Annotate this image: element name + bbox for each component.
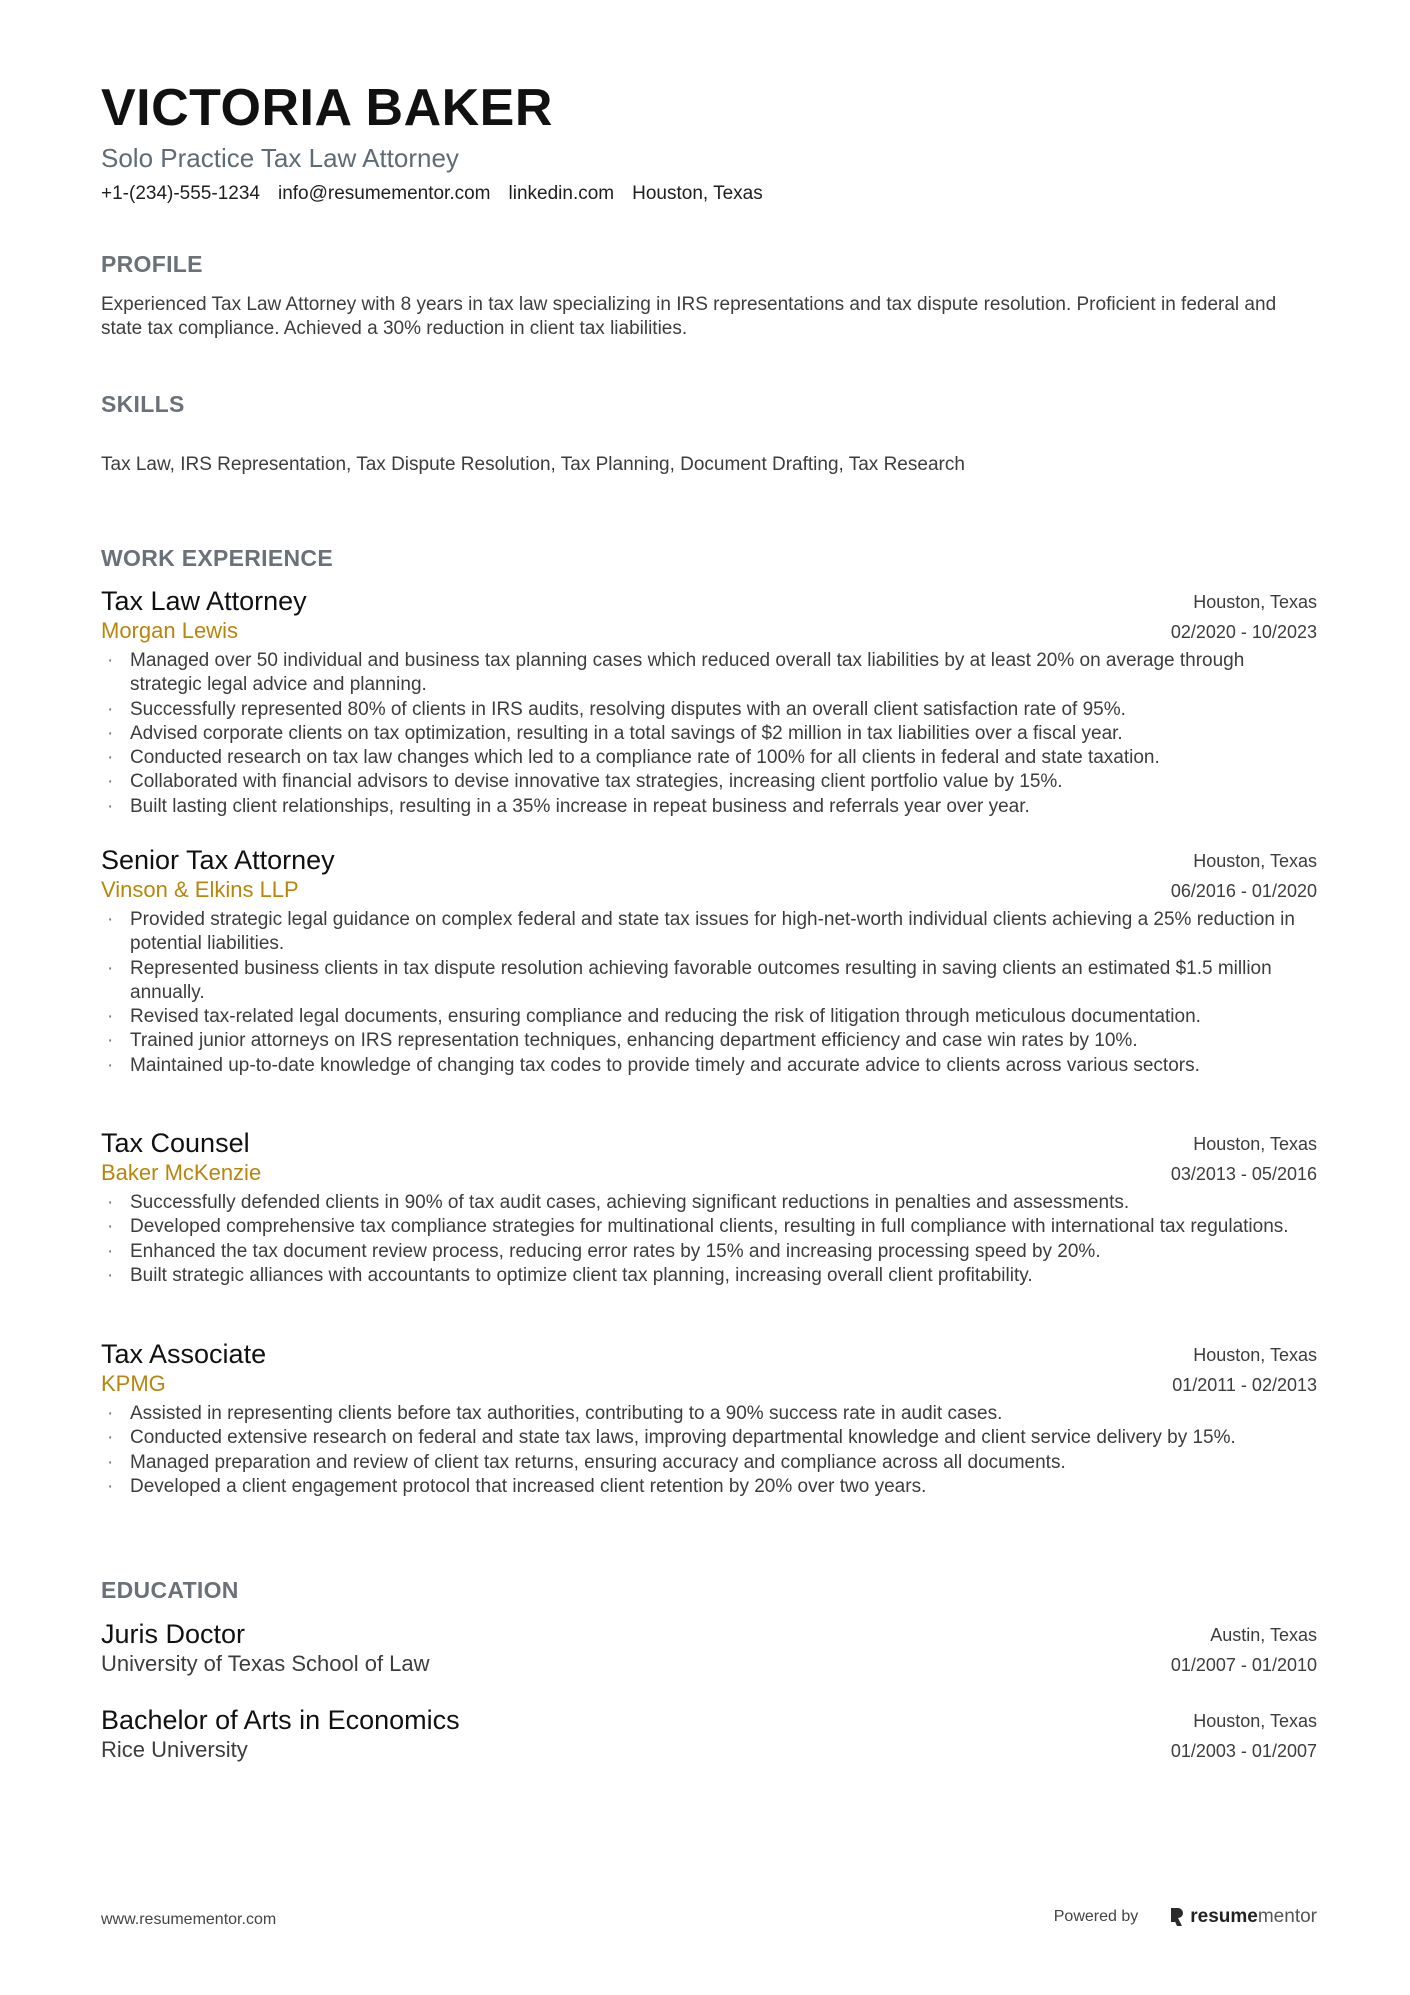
education-heading: EDUCATION [101,1577,239,1603]
bullet-item: · Maintained up-to-date knowledge of changing tax codes to provide timely and accurate advice to clients across various sectors. [101,1054,1317,1078]
candidate-title: Solo Practice Tax Law Attorney [101,143,459,173]
profile-heading: PROFILE [101,251,203,277]
degree: Juris Doctor [101,1619,246,1649]
job-entry [101,1128,1317,1288]
bullet-item: · Trained junior attorneys on IRS representation techniques, enhancing department efficiency and case win rates by 10%. [101,1029,1317,1053]
job-location: Houston, Texas [1193,851,1317,871]
work-experience-heading: WORK EXPERIENCE [101,545,333,571]
education-entry [101,1619,1317,1679]
footer-branding [1054,1906,1317,1928]
skills-text: Tax Law, IRS Representation, Tax Dispute Resolution, Tax Planning, Document Drafting, Tax Research [101,454,965,475]
contact-phone: +1-(234)-555-1234 [101,183,260,204]
education-location: Houston, Texas [1193,1711,1317,1731]
job-bullets [101,1191,1317,1288]
bullet-item: · Revised tax-related legal documents, ensuring compliance and reducing the risk of litigation through meticulous documentation. [101,1005,1317,1029]
bullet-item: · Conducted extensive research on federal and state tax laws, improving departmental knowledge and client service delivery by 15%. [101,1426,1317,1450]
job-entry [101,845,1317,1078]
bullet-item: · Advised corporate clients on tax optimization, resulting in a total savings of $2 million in tax liabilities over a fiscal year. [101,722,1317,746]
candidate-name: VICTORIA BAKER [101,79,553,137]
job-bullets [101,908,1317,1078]
job-dates: 06/2016 - 01/2020 [1170,881,1317,901]
resumementor-logo-icon [1168,1907,1184,1927]
bullet-item: · Built strategic alliances with accountants to optimize client tax planning, increasing overall client profitability. [101,1264,1317,1288]
profile-text: Experienced Tax Law Attorney with 8 years in tax law specializing in IRS representations and tax dispute resolution. Proficient in federal and state tax compliance. Achieved a 30% reduction in client tax liabilities. [101,294,1277,339]
bullet-item: · Developed comprehensive tax compliance strategies for multinational clients, resulting in full compliance with international tax regulations. [101,1215,1317,1239]
bullet-item: · Successfully defended clients in 90% of tax audit cases, achieving significant reductions in penalties and assessments. [101,1191,1317,1215]
bullet-item: · Conducted research on tax law changes which led to a compliance rate of 100% for all clients in federal and state taxation. [101,746,1317,770]
job-title: Tax Counsel [101,1128,250,1158]
skills-heading: SKILLS [101,391,185,417]
bullet-item: · Developed a client engagement protocol that increased client retention by 20% over two years. [101,1475,1317,1499]
degree: Bachelor of Arts in Economics [101,1705,460,1735]
job-title: Senior Tax Attorney [101,845,335,875]
job-location: Houston, Texas [1193,1134,1317,1154]
contact-linkedin[interactable]: linkedin.com [508,183,615,204]
job-entry [101,586,1317,819]
brand-bold: resume [1190,1906,1258,1927]
school: University of Texas School of Law [101,1651,430,1676]
bullet-item: · Enhanced the tax document review process, reducing error rates by 15% and increasing processing speed by 20%. [101,1240,1317,1264]
bullet-item: · Assisted in representing clients before tax authorities, contributing to a 90% success rate in audit cases. [101,1402,1317,1426]
bullet-item: · Provided strategic legal guidance on complex federal and state tax issues for high-net-worth individual clients achieving a 25% reduction in potential liabilities. [101,908,1317,957]
job-dates: 02/2020 - 10/2023 [1170,622,1317,642]
job-company: KPMG [101,1371,166,1396]
powered-by-label: Powered by [1053,1908,1139,1925]
job-company: Baker McKenzie [101,1160,262,1185]
bullet-item: · Represented business clients in tax dispute resolution achieving favorable outcomes resulting in saving clients an estimated $1.5 million annually. [101,957,1317,1006]
education-dates: 01/2003 - 01/2007 [1170,1741,1317,1761]
bullet-item: · Managed preparation and review of client tax returns, ensuring accuracy and compliance across all documents. [101,1451,1317,1475]
bullet-item: · Built lasting client relationships, resulting in a 35% increase in repeat business and referrals year over year. [101,795,1317,819]
school: Rice University [101,1737,248,1762]
job-location: Houston, Texas [1193,1345,1317,1365]
job-dates: 03/2013 - 05/2016 [1170,1164,1317,1184]
brand-light: mentor [1257,1906,1317,1927]
job-location: Houston, Texas [1193,592,1317,612]
bullet-item: · Managed over 50 individual and business tax planning cases which reduced overall tax liabilities by at least 20% on average through strategic legal advice and planning. [101,649,1317,698]
bullet-item: · Successfully represented 80% of clients in IRS audits, resolving disputes with an overall client satisfaction rate of 95%. [101,698,1317,722]
education-dates: 01/2007 - 01/2010 [1170,1655,1317,1675]
job-bullets [101,1402,1317,1499]
resumementor-logo[interactable] [1168,1906,1317,1928]
job-company: Vinson & Elkins LLP [101,877,299,902]
contact-email[interactable]: info@resumementor.com [277,183,491,204]
contact-location: Houston, Texas [632,183,763,204]
job-title: Tax Associate [101,1339,267,1369]
contact-line [101,183,763,205]
job-company: Morgan Lewis [101,618,238,643]
footer-website[interactable]: www.resumementor.com [101,1911,277,1928]
job-bullets [101,649,1317,819]
job-title: Tax Law Attorney [101,586,307,616]
job-entry [101,1339,1317,1499]
education-entry [101,1705,1317,1765]
bullet-item: · Collaborated with financial advisors to devise innovative tax strategies, increasing client portfolio value by 15%. [101,770,1317,794]
job-dates: 01/2011 - 02/2013 [1172,1375,1317,1395]
education-location: Austin, Texas [1210,1625,1317,1645]
